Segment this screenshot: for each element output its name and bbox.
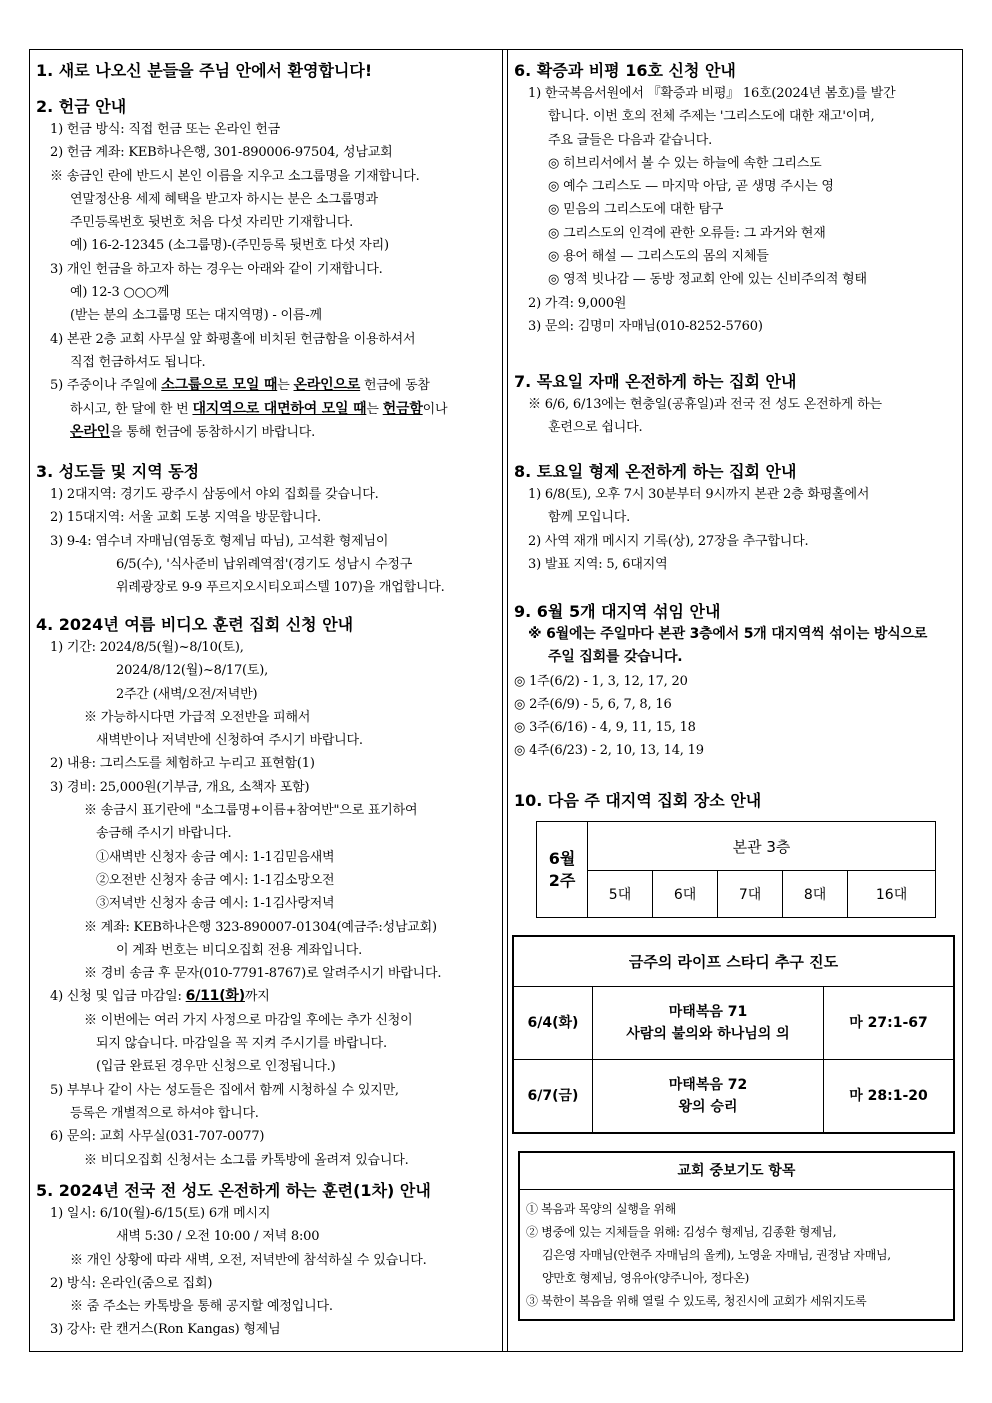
text-line: 6/5(수), '식사준비 납위례역점'(경기도 성남시 수정구 bbox=[116, 556, 413, 572]
study-date: 6/4(화) bbox=[514, 987, 593, 1060]
text-line: 4) 신청 및 입금 마감일: 6/11(화)까지 bbox=[50, 988, 270, 1005]
prayer-item: 양만호 형제님, 영유아(양주니아, 정다온) bbox=[542, 1271, 750, 1285]
text-line: ※ 가능하시다면 가급적 오전반을 피해서 bbox=[84, 709, 311, 725]
study-reference: 마 28:1-20 bbox=[824, 1060, 954, 1133]
text-line: 예) 16-2-12345 (소그룹명)-(주민등록 뒷번호 다섯 자리) bbox=[70, 238, 389, 254]
text-line: ◎ 그리스도의 인격에 관한 오류들: 그 과거와 현재 bbox=[548, 225, 826, 241]
section-title: 7. 목요일 자매 온전하게 하는 집회 안내 bbox=[514, 372, 797, 391]
section-title: 9. 6월 5개 대지역 섞임 안내 bbox=[514, 602, 721, 621]
text-line: ◎ 히브리서에서 볼 수 있는 하늘에 속한 그리스도 bbox=[548, 155, 822, 171]
text-line: 1) 헌금 방식: 직접 헌금 또는 온라인 헌금 bbox=[50, 122, 281, 137]
section-national-training bbox=[36, 1180, 431, 1342]
study-content: 마태복음 72 왕의 승리 bbox=[593, 1060, 824, 1133]
text-line: 2주간 (새벽/오전/저녁반) bbox=[116, 686, 258, 702]
section-title: 8. 토요일 형제 온전하게 하는 집회 안내 bbox=[514, 462, 797, 481]
section-title: 2. 헌금 안내 bbox=[36, 97, 127, 116]
text-line: 합니다. 이번 호의 전체 주제는 '그리스도에 대한 재고'이며, bbox=[548, 109, 875, 125]
meeting-place-table bbox=[536, 821, 936, 918]
text-line: 3) 문의: 김명미 자매님(010-8252-5760) bbox=[528, 318, 763, 334]
text-line: ◎ 예수 그리스도 — 마지막 아담, 곧 생명 주시는 영 bbox=[548, 179, 834, 195]
section-sisters-meeting bbox=[514, 371, 882, 440]
text-line: 되지 않습니다. 마감일을 꼭 지켜 주시기를 바랍니다. bbox=[96, 1036, 387, 1052]
text-line: ※ 비디오집회 신청서는 소그룹 카톡방에 올려져 있습니다. bbox=[84, 1152, 409, 1168]
left-column bbox=[30, 50, 502, 1351]
text-line: 하시고, 한 달에 한 번 대지역으로 대면하여 모일 때는 헌금함이나 bbox=[70, 400, 448, 417]
text-line: 5) 부부나 같이 사는 성도들은 집에서 함께 시청하실 수 있지만, bbox=[50, 1082, 399, 1098]
text-line: ◎ 1주(6/2) - 1, 3, 12, 17, 20 bbox=[514, 673, 688, 689]
study-reference: 마 27:1-67 bbox=[824, 987, 954, 1060]
text-line: ◎ 믿음의 그리스도에 대한 탐구 bbox=[548, 202, 724, 218]
prayer-item: ② 병중에 있는 지체들을 위해: 김성수 형제님, 김종환 형제님, bbox=[526, 1225, 837, 1239]
text-line: ※ 경비 송금 후 문자(010-7791-8767)로 알려주시기 바랍니다. bbox=[84, 966, 442, 982]
place-cell: 본관 3층 bbox=[588, 822, 936, 871]
section-affirmation-critique bbox=[514, 60, 895, 338]
section-title: 3. 성도들 및 지역 동정 bbox=[36, 462, 200, 481]
text-line: ◎ 4주(6/23) - 2, 10, 13, 14, 19 bbox=[514, 743, 704, 759]
text-line: 2) 가격: 9,000원 bbox=[528, 295, 627, 311]
text-line: ◎ 용어 해설 — 그리스도의 몸의 지체들 bbox=[548, 249, 769, 265]
text-line: ※ 이번에는 여러 가지 사정으로 마감일 후에는 추가 신청이 bbox=[84, 1012, 413, 1028]
life-study-box bbox=[512, 935, 955, 1134]
prayer-item: ① 복음과 목양의 실행을 위해 bbox=[526, 1202, 676, 1216]
section-brothers-meeting bbox=[514, 461, 869, 576]
text-line: 이 계좌 번호는 비디오집회 전용 계좌입니다. bbox=[116, 942, 363, 958]
text-line: ◎ 2주(6/9) - 5, 6, 7, 8, 16 bbox=[514, 696, 672, 712]
region-cell: 7대 bbox=[718, 871, 783, 918]
text-line: 등록은 개별적으로 하셔야 합니다. bbox=[70, 1105, 259, 1121]
text-line: 6) 문의: 교회 사무실(031-707-0077) bbox=[50, 1129, 265, 1145]
text-line: 2) 헌금 계좌: KEB하나은행, 301-890006-97504, 성남교회 bbox=[50, 145, 393, 161]
text-line: 주요 글들은 다음과 같습니다. bbox=[548, 132, 713, 148]
region-cell: 5대 bbox=[588, 871, 653, 918]
section-video-training bbox=[36, 614, 441, 1172]
text-line: 위례광장로 9-9 푸르지오시티오피스텔 107)을 개업합니다. bbox=[116, 580, 445, 596]
text-line: ※ 6월에는 주일마다 본관 3층에서 5개 대지역씩 섞이는 방식으로 bbox=[528, 626, 928, 642]
text-line: ※ 줌 주소는 카톡방을 통해 공지할 예정입니다. bbox=[70, 1299, 333, 1315]
text-line: ③저녁반 신청자 송금 예시: 1-1김사랑저녁 bbox=[96, 896, 335, 912]
text-line: ※ 송금시 표기란에 "소그룹명+이름+참여반"으로 표기하여 bbox=[84, 803, 418, 819]
text-line: 4) 본관 2층 교회 사무실 앞 화평홀에 비치된 헌금함을 이용하셔서 bbox=[50, 331, 416, 347]
region-cell: 6대 bbox=[653, 871, 718, 918]
column-divider bbox=[502, 50, 503, 1351]
text-line: 3) 강사: 란 캔거스(Ron Kangas) 형제님 bbox=[50, 1322, 281, 1338]
text-line: ◎ 3주(6/16) - 4, 9, 11, 15, 18 bbox=[514, 720, 696, 736]
section-saints-news bbox=[36, 461, 445, 599]
text-line: 2) 내용: 그리스도를 체험하고 누리고 표현함(1) bbox=[50, 756, 315, 772]
section-title: 5. 2024년 전국 전 성도 온전하게 하는 훈련(1차) 안내 bbox=[36, 1181, 431, 1200]
text-line: 3) 경비: 25,000원(기부금, 개요, 소책자 포함) bbox=[50, 779, 310, 795]
section-district-blending bbox=[514, 601, 927, 763]
life-study-title: 금주의 라이프 스타디 추구 진도 bbox=[514, 937, 953, 987]
text-line: 주일 집회를 갖습니다. bbox=[548, 649, 683, 666]
week-cell: 6월 2주 bbox=[537, 822, 588, 918]
section-welcome bbox=[36, 60, 372, 82]
text-line: 1) 기간: 2024/8/5(월)~8/10(토), bbox=[50, 640, 244, 655]
life-study-table bbox=[514, 937, 953, 1132]
text-line: 2) 사역 재개 메시지 기록(상), 27장을 추구합니다. bbox=[528, 533, 809, 549]
section-meeting-places bbox=[514, 790, 761, 812]
bulletin-page bbox=[29, 49, 963, 1352]
text-line: 직접 헌금하셔도 됩니다. bbox=[70, 354, 206, 370]
text-line: 송금해 주시기 바랍니다. bbox=[96, 826, 232, 842]
text-line: (입금 완료된 경우만 신청으로 인정됩니다.) bbox=[96, 1059, 336, 1075]
text-line: ※ 개인 상황에 따라 새벽, 오전, 저녁반에 참석하실 수 있습니다. bbox=[70, 1252, 427, 1268]
text-line: (받는 분의 소그룹명 또는 대지역명) - 이름-께 bbox=[70, 308, 322, 324]
text-line: 1) 한국복음서원에서 『확증과 비평』 16호(2024년 봄호)를 발간 bbox=[528, 86, 896, 101]
text-line: ※ 6/6, 6/13에는 현충일(공휴일)과 전국 전 성도 온전하게 하는 bbox=[528, 397, 882, 412]
prayer-item: ③ 북한이 복음을 위해 열릴 수 있도록, 청진시에 교회가 세워지도록 bbox=[526, 1294, 867, 1308]
text-line: 함께 모입니다. bbox=[548, 510, 631, 526]
text-line: ②오전반 신청자 송금 예시: 1-1김소망오전 bbox=[96, 872, 335, 888]
text-line: 온라인을 통해 헌금에 동참하시기 바랍니다. bbox=[70, 423, 316, 440]
study-date: 6/7(금) bbox=[514, 1060, 593, 1133]
text-line: 3) 발표 지역: 5, 6대지역 bbox=[528, 556, 668, 572]
prayer-list bbox=[520, 1190, 953, 1319]
text-line: 주민등록번호 뒷번호 처음 다섯 자리만 기재합니다. bbox=[70, 215, 354, 231]
text-line: 5) 주중이나 주일에 소그룹으로 모일 때는 온라인으로 헌금에 동참 bbox=[50, 377, 430, 394]
region-cell: 8대 bbox=[783, 871, 848, 918]
section-title: 1. 새로 나오신 분들을 주님 안에서 환영합니다! bbox=[36, 61, 373, 80]
text-line: 새벽 5:30 / 오전 10:00 / 저녁 8:00 bbox=[116, 1229, 320, 1245]
text-line: 예) 12-3 ○○○께 bbox=[70, 285, 170, 301]
text-line: 1) 6/8(토), 오후 7시 30분부터 9시까지 본관 2층 화평홀에서 bbox=[528, 487, 870, 502]
prayer-item: 김은영 자매님(안현주 자매님의 올케), 노영윤 자매님, 권정남 자매님, bbox=[542, 1248, 891, 1262]
text-line: 2) 방식: 온라인(줌으로 집회) bbox=[50, 1275, 213, 1291]
text-line: 연말정산용 세제 혜택을 받고자 하시는 분은 소그룹명과 bbox=[70, 191, 378, 207]
text-line: 새벽반이나 저녁반에 신청하여 주시기 바랍니다. bbox=[96, 733, 363, 749]
text-line: 2024/8/12(월)~8/17(토), bbox=[116, 663, 269, 679]
text-line: ①새벽반 신청자 송금 예시: 1-1김믿음새벽 bbox=[96, 849, 335, 865]
text-line: ※ 송금인 란에 반드시 본인 이름을 지우고 소그룹명을 기재합니다. bbox=[50, 168, 420, 184]
region-cell: 16대 bbox=[848, 871, 936, 918]
text-line: 3) 개인 헌금을 하고자 하는 경우는 아래와 같이 기재합니다. bbox=[50, 261, 383, 277]
prayer-items-box bbox=[518, 1151, 955, 1321]
text-line: 훈련으로 쉽니다. bbox=[548, 420, 643, 436]
text-line: 1) 일시: 6/10(월)-6/15(토) 6개 메시지 bbox=[50, 1206, 271, 1221]
text-line: 1) 2대지역: 경기도 광주시 삼동에서 야외 집회를 갖습니다. bbox=[50, 487, 379, 502]
text-line: ◎ 영적 빗나감 — 동방 정교회 안에 있는 신비주의적 형태 bbox=[548, 272, 867, 288]
text-line: ※ 계좌: KEB하나은행 323-890007-01304(예금주:성남교회) bbox=[84, 919, 437, 935]
prayer-title: 교회 중보기도 항목 bbox=[520, 1153, 953, 1190]
right-column bbox=[508, 50, 964, 1351]
study-content: 마태복음 71 사람의 불의와 하나님의 의 bbox=[593, 987, 824, 1060]
text-line: 3) 9-4: 염수녀 자매님(염동호 형제님 따님), 고석환 형제님이 bbox=[50, 533, 389, 549]
section-title: 6. 확증과 비평 16호 신청 안내 bbox=[514, 61, 736, 80]
section-title: 4. 2024년 여름 비디오 훈련 집회 신청 안내 bbox=[36, 615, 354, 634]
section-title: 10. 다음 주 대지역 집회 장소 안내 bbox=[514, 791, 762, 810]
text-line: 2) 15대지역: 서울 교회 도봉 지역을 방문합니다. bbox=[50, 510, 321, 526]
section-offering bbox=[36, 96, 447, 444]
